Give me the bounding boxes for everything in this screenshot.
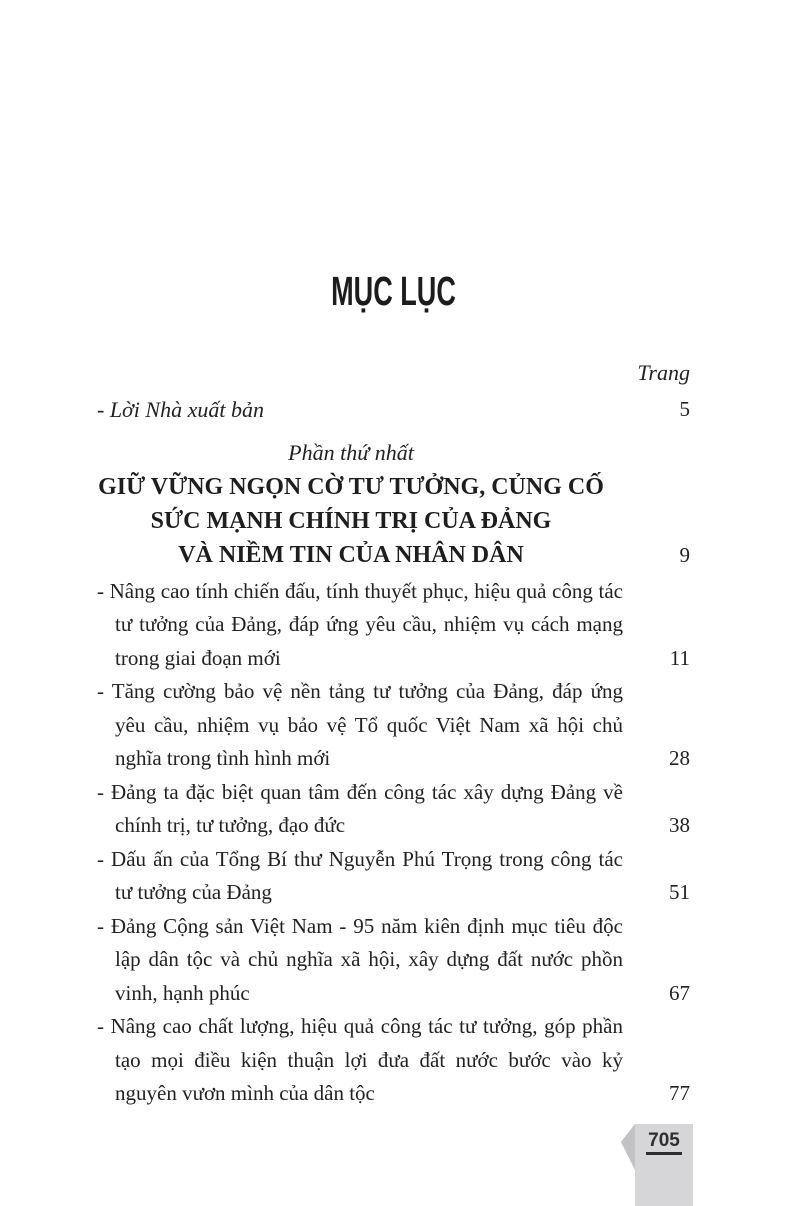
entry-page-number: 51: [669, 880, 690, 904]
toc-entry: [97, 675, 690, 776]
toc-entry: [97, 1010, 690, 1111]
entry-text: - Đảng ta đặc biệt quan tâm đến công tác xây dựng Đảng về chính trị, tư tưởng, đạo đức: [97, 779, 623, 837]
entry-page-number: 28: [669, 746, 690, 770]
entry-page-number: 67: [669, 980, 690, 1005]
entry-page-number: 38: [669, 813, 690, 837]
entry-text: - Nâng cao tính chiến đấu, tính thuyết phục, hiệu quả công tác tư tưởng của Đảng, đáp ứng yêu cầu, nhiệm vụ cách mạng trong giai đoạn mới: [97, 578, 623, 670]
thumb-tab-page-number: 705: [635, 1128, 693, 1154]
section-kicker: Phần thứ nhất: [288, 439, 414, 465]
section-page-number: 9: [679, 542, 690, 567]
toc-entry-front-matter: [97, 393, 690, 427]
entry-text: - Dấu ấn của Tổng Bí thư Nguyễn Phú Trọng trong công tác tư tưởng của Đảng: [97, 846, 623, 904]
toc-entry: [97, 843, 690, 910]
entry-page-number: 5: [679, 397, 690, 421]
entry-page-number: 11: [669, 645, 690, 670]
entry-text: - Lời Nhà xuất bản: [97, 397, 264, 422]
entry-text: - Tăng cường bảo vệ nền tảng tư tưởng của Đảng, đáp ứng yêu cầu, nhiệm vụ bảo vệ Tổ quốc Việt Nam xã hội chủ nghĩa trong tình hình mới: [97, 679, 623, 770]
toc-entry: [97, 575, 690, 676]
page-title: [97, 270, 690, 312]
toc-entry: [97, 776, 690, 843]
section-heading-text: [97, 436, 605, 572]
page-title-text: MỤC LỤC: [331, 268, 456, 314]
section-title-line: GIỮ VỮNG NGỌN CỜ TƯ TƯỞNG, CỦNG CỐ: [98, 473, 604, 500]
column-header-trang: Trang: [637, 360, 690, 385]
toc-entry-list: [97, 575, 690, 1111]
entry-text: - Đảng Cộng sản Việt Nam - 95 năm kiên định mục tiêu độc lập dân tộc và chủ nghĩa xã hội, xây dựng đất nước phồn vinh, hạnh phúc: [97, 913, 623, 1005]
entry-page-number: 77: [669, 1081, 690, 1105]
thumb-tab-fold: [621, 1124, 635, 1170]
entry-text: - Nâng cao chất lượng, hiệu quả công tác tư tưởng, góp phần tạo mọi điều kiện thuận lợi đưa đất nước bước vào kỷ nguyên vươn mình của dân tộc: [97, 1014, 623, 1105]
toc-content: [97, 270, 690, 1111]
section-title-line: VÀ NIỀM TIN CỦA NHÂN DÂN: [178, 541, 524, 568]
toc-entry: [97, 910, 690, 1011]
toc-section-heading: [97, 436, 690, 572]
section-title-line: SỨC MẠNH CHÍNH TRỊ CỦA ĐẢNG: [150, 507, 552, 534]
